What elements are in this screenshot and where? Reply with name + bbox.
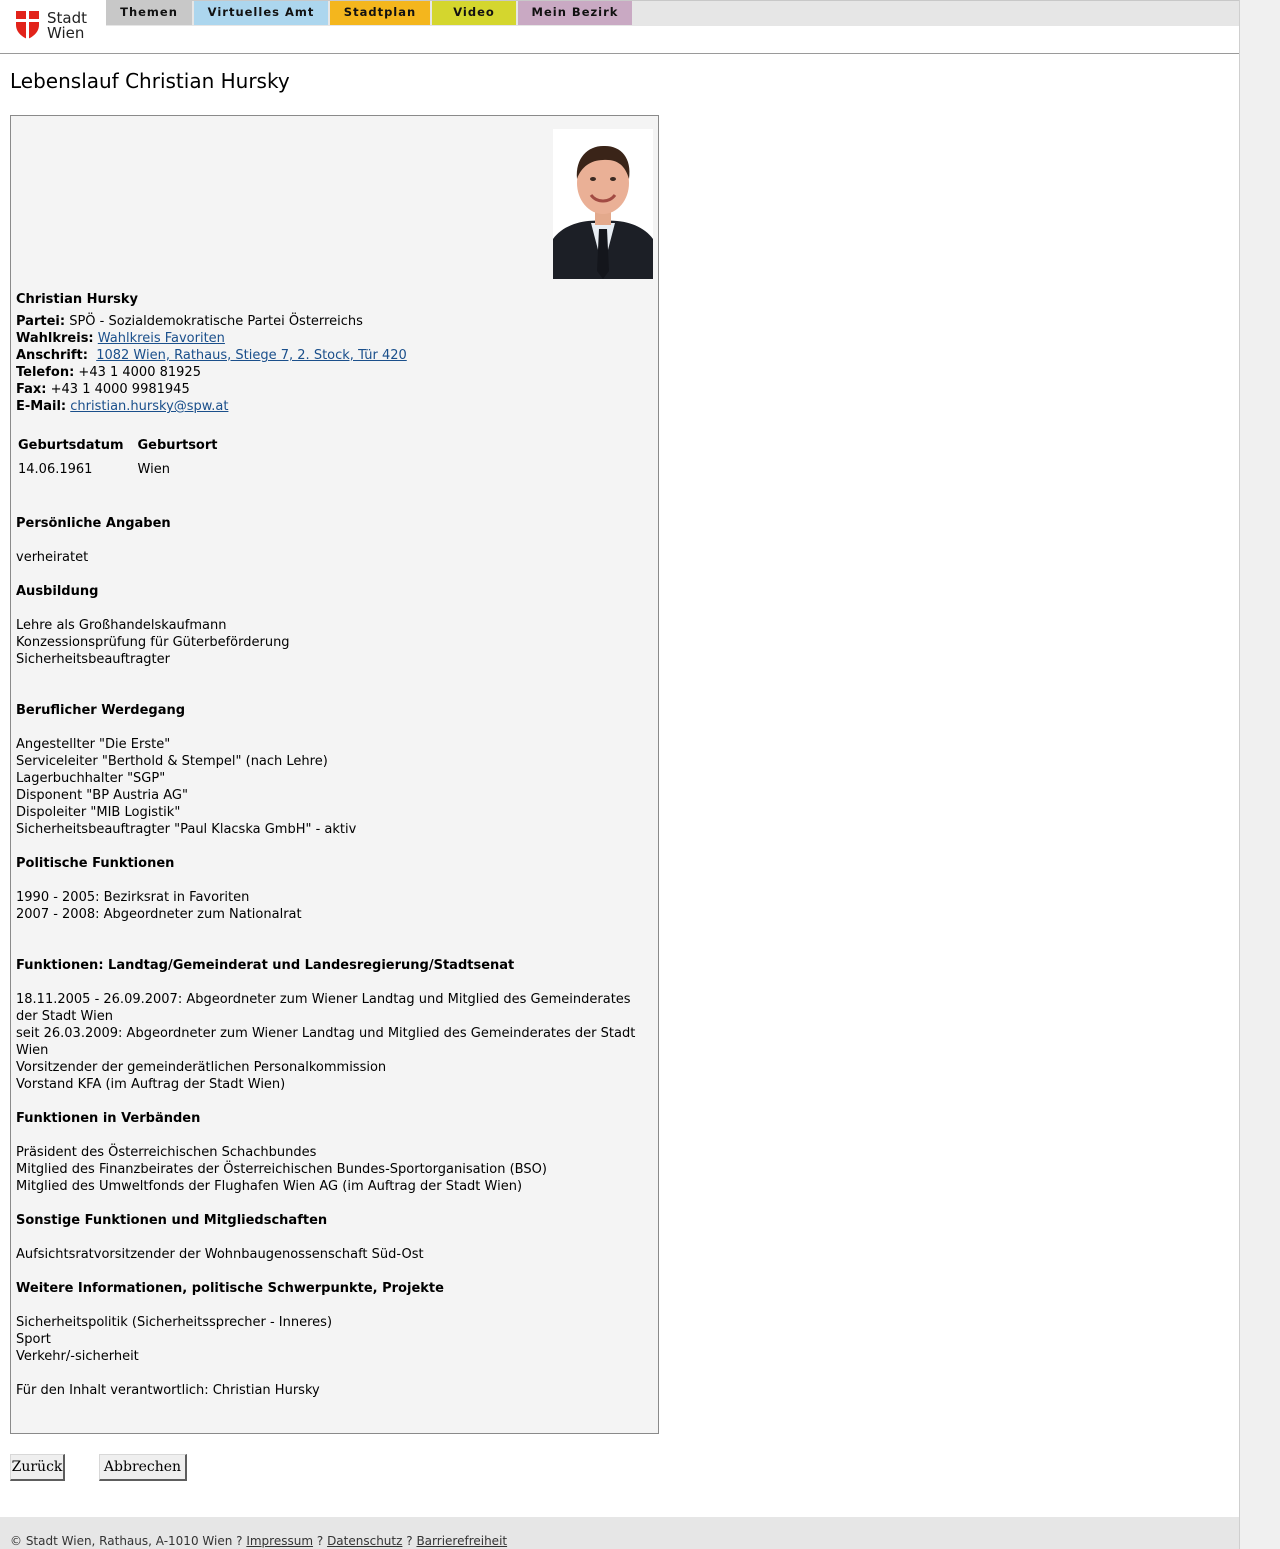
- logo-text-wien: Wien: [47, 24, 85, 42]
- anschrift-label: Anschrift:: [16, 348, 88, 363]
- email-row: [16, 398, 656, 415]
- list-item: Lehre als Großhandelskaufmann: [16, 618, 227, 633]
- list-item: Sicherheitsbeauftragter "Paul Klacska GmbH" - aktiv: [16, 822, 357, 837]
- list-item: 2007 - 2008: Abgeordneter zum Nationalrat: [16, 907, 302, 922]
- tab-video[interactable]: Video: [432, 1, 516, 25]
- section-body-ausbildung: [16, 617, 656, 668]
- stadt-wien-logo[interactable]: [16, 8, 96, 44]
- wien-shield-icon: [16, 11, 39, 39]
- list-item: Lagerbuchhalter "SGP": [16, 771, 166, 786]
- birth-date-value: 14.06.1961: [18, 462, 93, 477]
- partei-row: [16, 313, 656, 330]
- section-body-persoenlich: [16, 549, 656, 566]
- profile-card: [10, 115, 659, 1434]
- section-body-weitere: [16, 1314, 656, 1365]
- tab-stadtplan[interactable]: Stadtplan: [330, 1, 430, 25]
- section-body-landtag: [16, 991, 656, 1093]
- list-item: seit 26.03.2009: Abgeordneter zum Wiener Landtag und Mitglied des Gemeinderates der Stadt Wien: [16, 1026, 636, 1058]
- list-item: 18.11.2005 - 26.09.2007: Abgeordneter zum Wiener Landtag und Mitglied des Gemeinderates der Stadt Wien: [16, 992, 631, 1024]
- footer-text: [10, 1534, 507, 1548]
- back-button[interactable]: Zurück: [10, 1454, 65, 1481]
- list-item: Konzessionsprüfung für Güterbeförderung: [16, 635, 290, 650]
- profile-name: Christian Hursky: [16, 292, 139, 307]
- section-title-politisch: Politische Funktionen: [16, 856, 175, 871]
- anschrift-row: [16, 347, 656, 364]
- telefon-value: +43 1 4000 81925: [78, 365, 201, 380]
- list-item: Dispoleiter "MIB Logistik": [16, 805, 181, 820]
- tab-themen[interactable]: Themen: [106, 1, 192, 25]
- section-title-weitere: Weitere Informationen, politische Schwerpunkte, Projekte: [16, 1281, 444, 1296]
- cancel-button[interactable]: Abbrechen: [99, 1454, 187, 1481]
- site-header: [0, 0, 1239, 54]
- tab-virtuelles-amt[interactable]: Virtuelles Amt: [194, 1, 328, 25]
- list-item: Sport: [16, 1332, 51, 1347]
- list-item: Mitglied des Umweltfonds der Flughafen Wien AG (im Auftrag der Stadt Wien): [16, 1179, 523, 1194]
- birth-date-header: Geburtsdatum: [18, 438, 124, 453]
- list-item: Disponent "BP Austria AG": [16, 788, 188, 803]
- footer: [0, 1517, 1239, 1549]
- section-title-sonstige: Sonstige Funktionen und Mitgliedschaften: [16, 1213, 328, 1228]
- fax-row: [16, 381, 656, 398]
- section-body-beruf: [16, 736, 656, 838]
- birth-place-value: Wien: [137, 462, 170, 477]
- section-title-verbaende: Funktionen in Verbänden: [16, 1111, 201, 1126]
- wahlkreis-row: [16, 330, 656, 347]
- list-item: Vorstand KFA (im Auftrag der Stadt Wien): [16, 1077, 286, 1092]
- footer-separator: ?: [316, 1534, 324, 1548]
- birth-table: [16, 437, 219, 478]
- telefon-row: [16, 364, 656, 381]
- list-item: verheiratet: [16, 550, 89, 565]
- footer-copyright: © Stadt Wien, Rathaus, A-1010 Wien ?: [10, 1534, 243, 1548]
- partei-value: SPÖ - Sozialdemokratische Partei Österreichs: [69, 314, 363, 329]
- list-item: Vorsitzender der gemeinderätlichen Personalkommission: [16, 1060, 387, 1075]
- footer-link-datenschutz[interactable]: Datenschutz: [327, 1534, 403, 1548]
- list-item: Präsident des Österreichischen Schachbundes: [16, 1145, 317, 1160]
- footer-link-impressum[interactable]: Impressum: [246, 1534, 314, 1548]
- wahlkreis-label: Wahlkreis:: [16, 331, 94, 346]
- section-title-ausbildung: Ausbildung: [16, 584, 99, 599]
- list-item: Serviceleiter "Berthold & Stempel" (nach Lehre): [16, 754, 328, 769]
- email-label: E-Mail:: [16, 399, 67, 414]
- anschrift-link[interactable]: 1082 Wien, Rathaus, Stiege 7, 2. Stock, Tür 420: [96, 348, 407, 363]
- email-link[interactable]: christian.hursky@spw.at: [70, 399, 229, 414]
- logo-text-stadt: Stadt: [47, 9, 87, 27]
- list-item: Sicherheitsbeauftragter: [16, 652, 170, 667]
- list-item: 1990 - 2005: Bezirksrat in Favoriten: [16, 890, 250, 905]
- list-item: Angestellter "Die Erste": [16, 737, 171, 752]
- fax-value: +43 1 4000 9981945: [50, 382, 190, 397]
- section-title-beruf: Beruflicher Werdegang: [16, 703, 186, 718]
- page-title: Lebenslauf Christian Hursky: [10, 69, 290, 93]
- footer-link-barrierefreiheit[interactable]: Barrierefreiheit: [416, 1534, 508, 1548]
- section-title-persoenlich: Persönliche Angaben: [16, 516, 171, 531]
- profile-content: [16, 291, 656, 1399]
- section-title-landtag: Funktionen: Landtag/Gemeinderat und Landesregierung/Stadtsenat: [16, 958, 515, 973]
- birth-place-header: Geburtsort: [137, 438, 218, 453]
- section-body-sonstige: [16, 1246, 656, 1263]
- list-item: Mitglied des Finanzbeirates der Österreichischen Bundes-Sportorganisation (BSO): [16, 1162, 547, 1177]
- wahlkreis-link[interactable]: Wahlkreis Favoriten: [97, 331, 225, 346]
- list-item: Verkehr/-sicherheit: [16, 1349, 139, 1364]
- tab-mein-bezirk[interactable]: Mein Bezirk: [518, 1, 632, 25]
- section-body-verbaende: [16, 1144, 656, 1195]
- portrait-photo: [553, 129, 653, 279]
- section-body-politisch: [16, 889, 656, 923]
- fax-label: Fax:: [16, 382, 47, 397]
- footer-separator: ?: [406, 1534, 413, 1548]
- telefon-label: Telefon:: [16, 365, 75, 380]
- list-item: Sicherheitspolitik (Sicherheitssprecher - Inneres): [16, 1315, 333, 1330]
- list-item: Aufsichtsratvorsitzender der Wohnbaugenossenschaft Süd-Ost: [16, 1247, 424, 1262]
- responsible-note: Für den Inhalt verantwortlich: Christian Hursky: [16, 1383, 320, 1398]
- partei-label: Partei:: [16, 314, 66, 329]
